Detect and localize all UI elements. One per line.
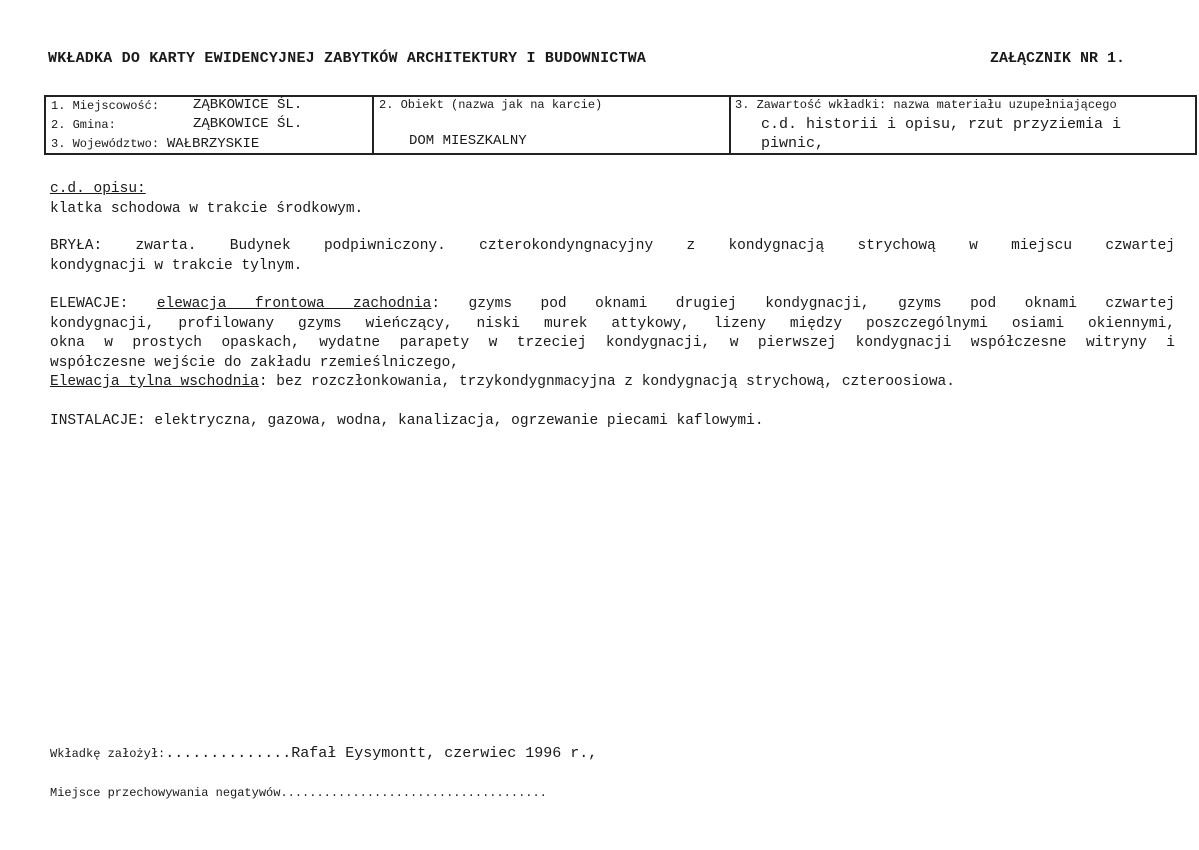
voivodeship-value: WAŁBRZYSKIE	[166, 136, 260, 152]
commune-row	[51, 116, 303, 132]
elevations-section	[50, 295, 1175, 393]
front-elevation-text: : gzyms pod oknami drugiej kondygnacji, gzyms pod oknami czwartej	[431, 296, 1176, 312]
negatives-label: Miejsce przechowywania negatywów	[50, 786, 281, 800]
description-continued	[50, 180, 1175, 219]
rear-elevation-text: : bez rozczłonkowania, trzykondygnmacyjna z kondygnacją strychową, czteroosiowa.	[258, 374, 955, 390]
place-row	[51, 97, 303, 113]
founded-by-value: Rafał Eysymontt, czerwiec 1996 r.,	[291, 745, 598, 762]
commune-value: ZĄBKOWICE ŚL.	[193, 116, 303, 132]
contents-value: c.d. historii i opisu, rzut przyziemia i piwnic,	[761, 116, 1122, 152]
object-cell	[374, 97, 731, 153]
installations-section	[50, 412, 1175, 432]
info-table	[44, 95, 1197, 155]
elevations-line-4: współczesne wejście do zakładu rzemieślniczego,	[50, 354, 459, 371]
elevations-line-3: okna w prostych opaskach, wydatne parapety w trzeciej kondygnacji, w pierwszej kondygnacji współczesne witryny i	[50, 335, 1175, 351]
elevations-line-2: kondygnacji, profilowany gzyms wieńczący, niski murek attykowy, lizeny między poszczególnymi osiami okiennymi,	[50, 315, 1175, 332]
contents-cell	[731, 97, 1195, 153]
description-heading: c.d. opisu:	[50, 181, 146, 197]
front-elevation-heading: elewacja frontowa zachodnia	[156, 296, 432, 312]
founded-by-dots: ..............	[165, 745, 292, 762]
commune-label: 2. Gmina:	[51, 118, 116, 132]
rear-elevation-line	[50, 373, 1175, 393]
place-value: ZĄBKOWICE ŚL.	[193, 97, 303, 113]
founded-by-line	[50, 744, 597, 762]
object-label: 2. Obiekt (nazwa jak na karcie)	[379, 98, 603, 112]
installations-line: INSTALACJE: elektryczna, gazowa, wodna, kanalizacja, ogrzewanie piecami kaflowymi.	[50, 413, 764, 429]
document-title: WKŁADKA DO KARTY EWIDENCYJNEJ ZABYTKÓW ARCHITEKTURY I BUDOWNICTWA	[48, 50, 647, 67]
annex-number: ZAŁĄCZNIK NR 1.	[990, 50, 1126, 67]
founded-by-label: Wkładkę założył:	[50, 747, 166, 761]
rear-elevation-heading: Elewacja tylna wschodnia	[50, 374, 259, 390]
elevations-line-1	[50, 295, 1175, 315]
voivodeship-row	[51, 136, 259, 152]
massing-section	[50, 237, 1175, 276]
voivodeship-label: 3. Województwo:	[51, 137, 160, 151]
contents-label: 3. Zawartość wkładki: nazwa materiału uzupełniającego	[735, 98, 1117, 112]
description-text: klatka schodowa w trakcie środkowym.	[50, 200, 364, 217]
massing-line-2: kondygnacji w trakcie tylnym.	[50, 257, 303, 274]
massing-line-1: BRYŁA: zwarta. Budynek podpiwniczony. czterokondyngnacyjny z kondygnacją strychową w miejscu czwartej	[50, 238, 1175, 254]
object-value: DOM MIESZKALNY	[409, 133, 527, 149]
negatives-dots: .....................................	[280, 786, 547, 800]
place-label: 1. Miejscowość:	[51, 99, 160, 113]
elevations-prefix: ELEWACJE:	[50, 296, 129, 312]
location-cell	[46, 97, 374, 153]
negatives-line	[50, 783, 547, 801]
